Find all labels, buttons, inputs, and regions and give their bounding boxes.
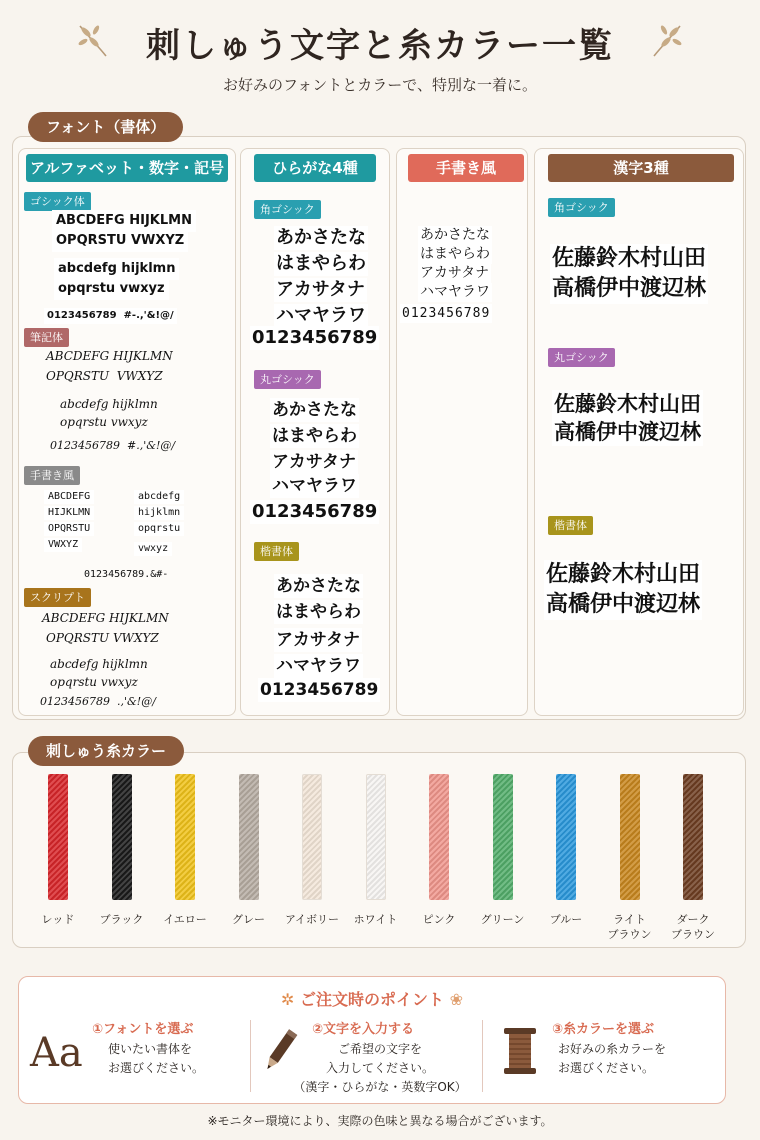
font-sample: opqrstu vwxyz bbox=[54, 278, 169, 300]
thread-spool-icon bbox=[500, 1026, 540, 1076]
font-sample: OPQRSTU VWXYZ bbox=[52, 230, 188, 252]
font-sample: はまやらわ bbox=[272, 426, 357, 446]
font-sample: はまやらわ bbox=[420, 246, 490, 262]
step-3-title: ③糸カラーを選ぶ bbox=[552, 1022, 655, 1037]
thread-color-item[interactable] bbox=[409, 774, 469, 927]
thread-color-label: ブルー bbox=[549, 913, 583, 926]
step-3-text: お好みの糸カラーを お選びください。 bbox=[558, 1042, 667, 1075]
font-sample: OPQRSTU VWXYZ bbox=[46, 369, 163, 383]
order-points-title: ✲ ご注文時のポイント ❀ bbox=[281, 990, 463, 1009]
thread-swatch bbox=[302, 774, 322, 900]
step-2-text: ご希望の文字を 入力してください。 （漢字・ひらがな・英数字OK） bbox=[293, 1042, 467, 1094]
font-sample: abcdefg hijklmn bbox=[54, 258, 179, 280]
font-sample: 0123456789 #-.,'&!@/ bbox=[44, 308, 177, 324]
font-sample: hijklmn bbox=[134, 506, 184, 520]
thread-color-item[interactable] bbox=[28, 774, 88, 927]
font-sample: あかさたな bbox=[276, 227, 366, 248]
font-label-script: スクリプト bbox=[24, 588, 91, 607]
thread-color-item[interactable] bbox=[219, 774, 279, 927]
font-sample: ハマヤラワ bbox=[276, 305, 366, 326]
divider bbox=[482, 1020, 483, 1092]
thread-swatch bbox=[175, 774, 195, 900]
thread-swatch bbox=[556, 774, 576, 900]
thread-section-tag: 刺しゅう糸カラー bbox=[28, 736, 184, 766]
font-sample: HIJKLMN bbox=[44, 506, 94, 520]
step-2-title: ②文字を入力する bbox=[312, 1022, 415, 1037]
font-sample: abcdefg bbox=[134, 490, 184, 504]
font-sample: abcdefg hijklmn bbox=[50, 657, 148, 671]
thread-color-label: グリーン bbox=[480, 913, 525, 926]
font-label-maru-gothic: 丸ゴシック bbox=[254, 370, 321, 389]
font-label-gothic: ゴシック体 bbox=[24, 192, 91, 211]
column-head: 手書き風 bbox=[408, 154, 524, 182]
font-label-kaku-gothic: 角ゴシック bbox=[548, 198, 615, 217]
font-sample: あかさたな bbox=[272, 400, 357, 420]
font-sample: opqrstu bbox=[134, 522, 184, 536]
font-sample: はまやらわ bbox=[276, 602, 361, 622]
thread-color-label: グレー bbox=[232, 913, 265, 926]
font-sample: ハマヤラワ bbox=[272, 476, 357, 496]
thread-color-label: ダーク ブラウン bbox=[671, 913, 715, 941]
font-sample: 高橋伊中渡辺林 bbox=[554, 420, 701, 444]
paw-icon: ❀ bbox=[444, 990, 463, 1009]
font-sample: ABCDEFG bbox=[44, 490, 94, 504]
font-sample: 佐藤鈴木村山田 bbox=[544, 560, 702, 590]
page-title: 刺しゅう文字と糸カラー一覧 bbox=[146, 26, 614, 66]
font-sample: アカサタナ bbox=[420, 265, 490, 281]
font-sample: あかさたな bbox=[276, 576, 361, 596]
divider bbox=[250, 1020, 251, 1092]
font-sample: 佐藤鈴木村山田 bbox=[550, 244, 708, 274]
font-sample: opqrstu vwxyz bbox=[50, 675, 138, 689]
font-sample: OPQRSTU VWXYZ bbox=[46, 631, 159, 645]
thread-swatch bbox=[683, 774, 703, 900]
footnote: ※モニター環境により、実際の色味と異なる場合がございます。 bbox=[207, 1114, 553, 1128]
font-sample: 0123456789.&#- bbox=[84, 569, 169, 580]
font-sample: 0123456789 bbox=[402, 306, 491, 321]
font-sample: ABCDEFG HIJKLMN bbox=[52, 210, 196, 232]
font-sample: 高橋伊中渡辺林 bbox=[544, 590, 702, 620]
font-sample: アカサタナ bbox=[276, 279, 365, 300]
step-1-title: ①フォントを選ぶ bbox=[92, 1022, 194, 1037]
font-sample: 0123456789 bbox=[260, 680, 379, 700]
font-sample: opqrstu vwxyz bbox=[60, 415, 148, 429]
font-sample: 0123456789 #.,'&!@/ bbox=[50, 439, 176, 452]
font-sample: 0123456789 bbox=[252, 327, 378, 348]
step-1-text: 使いたい書体を お選びください。 bbox=[108, 1042, 205, 1075]
font-aa-icon: Aa bbox=[30, 1030, 83, 1076]
thread-color-item[interactable] bbox=[92, 774, 152, 927]
font-sample: アカサタナ bbox=[276, 630, 360, 650]
font-sample: 高橋伊中渡辺林 bbox=[550, 274, 708, 304]
font-sample: アカサタナ bbox=[272, 452, 356, 472]
font-sample: vwxyz bbox=[134, 542, 172, 556]
thread-color-label: イエロー bbox=[163, 913, 207, 926]
font-sample: abcdefg hijklmn bbox=[60, 397, 158, 411]
thread-color-label: ライト ブラウン bbox=[607, 913, 652, 941]
thread-color-item[interactable] bbox=[536, 774, 596, 927]
thread-swatch bbox=[366, 774, 386, 900]
font-sample: OPQRSTU bbox=[44, 522, 94, 536]
thread-color-item[interactable] bbox=[600, 774, 660, 942]
font-label-kaku-gothic: 角ゴシック bbox=[254, 200, 321, 219]
thread-color-label: ホワイト bbox=[353, 913, 398, 926]
thread-swatch bbox=[429, 774, 449, 900]
thread-color-label: ブラック bbox=[99, 913, 144, 926]
font-label-maru-gothic: 丸ゴシック bbox=[548, 348, 615, 367]
thread-color-item[interactable] bbox=[282, 774, 342, 927]
font-sample: ハマヤラワ bbox=[420, 284, 490, 300]
font-label-handwritten: 手書き風 bbox=[24, 466, 80, 485]
thread-color-item[interactable] bbox=[155, 774, 215, 927]
font-sample: 0123456789 bbox=[252, 501, 378, 522]
font-sample: 佐藤鈴木村山田 bbox=[554, 392, 701, 416]
thread-color-item[interactable] bbox=[473, 774, 533, 927]
thread-swatch bbox=[112, 774, 132, 900]
thread-swatch bbox=[48, 774, 68, 900]
thread-color-label: レッド bbox=[41, 913, 75, 926]
column-head: 漢字3種 bbox=[548, 154, 734, 182]
font-label-cursive: 筆記体 bbox=[24, 328, 69, 347]
font-sample: あかさたな bbox=[420, 227, 490, 243]
font-sample: はまやらわ bbox=[276, 253, 366, 274]
thread-color-item[interactable] bbox=[663, 774, 723, 942]
font-sample: ABCDEFG HIJKLMN bbox=[42, 611, 169, 625]
thread-swatch bbox=[493, 774, 513, 900]
font-label-kaisho: 楷書体 bbox=[254, 542, 299, 561]
fonts-section-tag: フォント（書体） bbox=[28, 112, 183, 142]
thread-color-item[interactable] bbox=[346, 774, 406, 927]
column-head: アルファベット・数字・記号 bbox=[26, 154, 228, 182]
font-sample: ABCDEFG HIJKLMN bbox=[46, 349, 173, 363]
sparkle-icon: ✲ bbox=[281, 990, 300, 1009]
font-sample: ハマヤラワ bbox=[276, 656, 361, 676]
page-subtitle: お好みのフォントとカラーで、特別な一着に。 bbox=[223, 76, 537, 94]
font-sample: 0123456789 .,'&!@/ bbox=[40, 695, 156, 708]
font-sample: VWXYZ bbox=[44, 538, 82, 552]
header bbox=[0, 0, 760, 110]
font-label-kaisho: 楷書体 bbox=[548, 516, 593, 535]
thread-color-label: アイボリー bbox=[284, 913, 339, 926]
thread-swatch bbox=[239, 774, 259, 900]
thread-swatch bbox=[620, 774, 640, 900]
leaf-ornament-icon bbox=[648, 20, 688, 60]
thread-color-label: ピンク bbox=[422, 913, 456, 926]
column-head: ひらがな4種 bbox=[254, 154, 376, 182]
